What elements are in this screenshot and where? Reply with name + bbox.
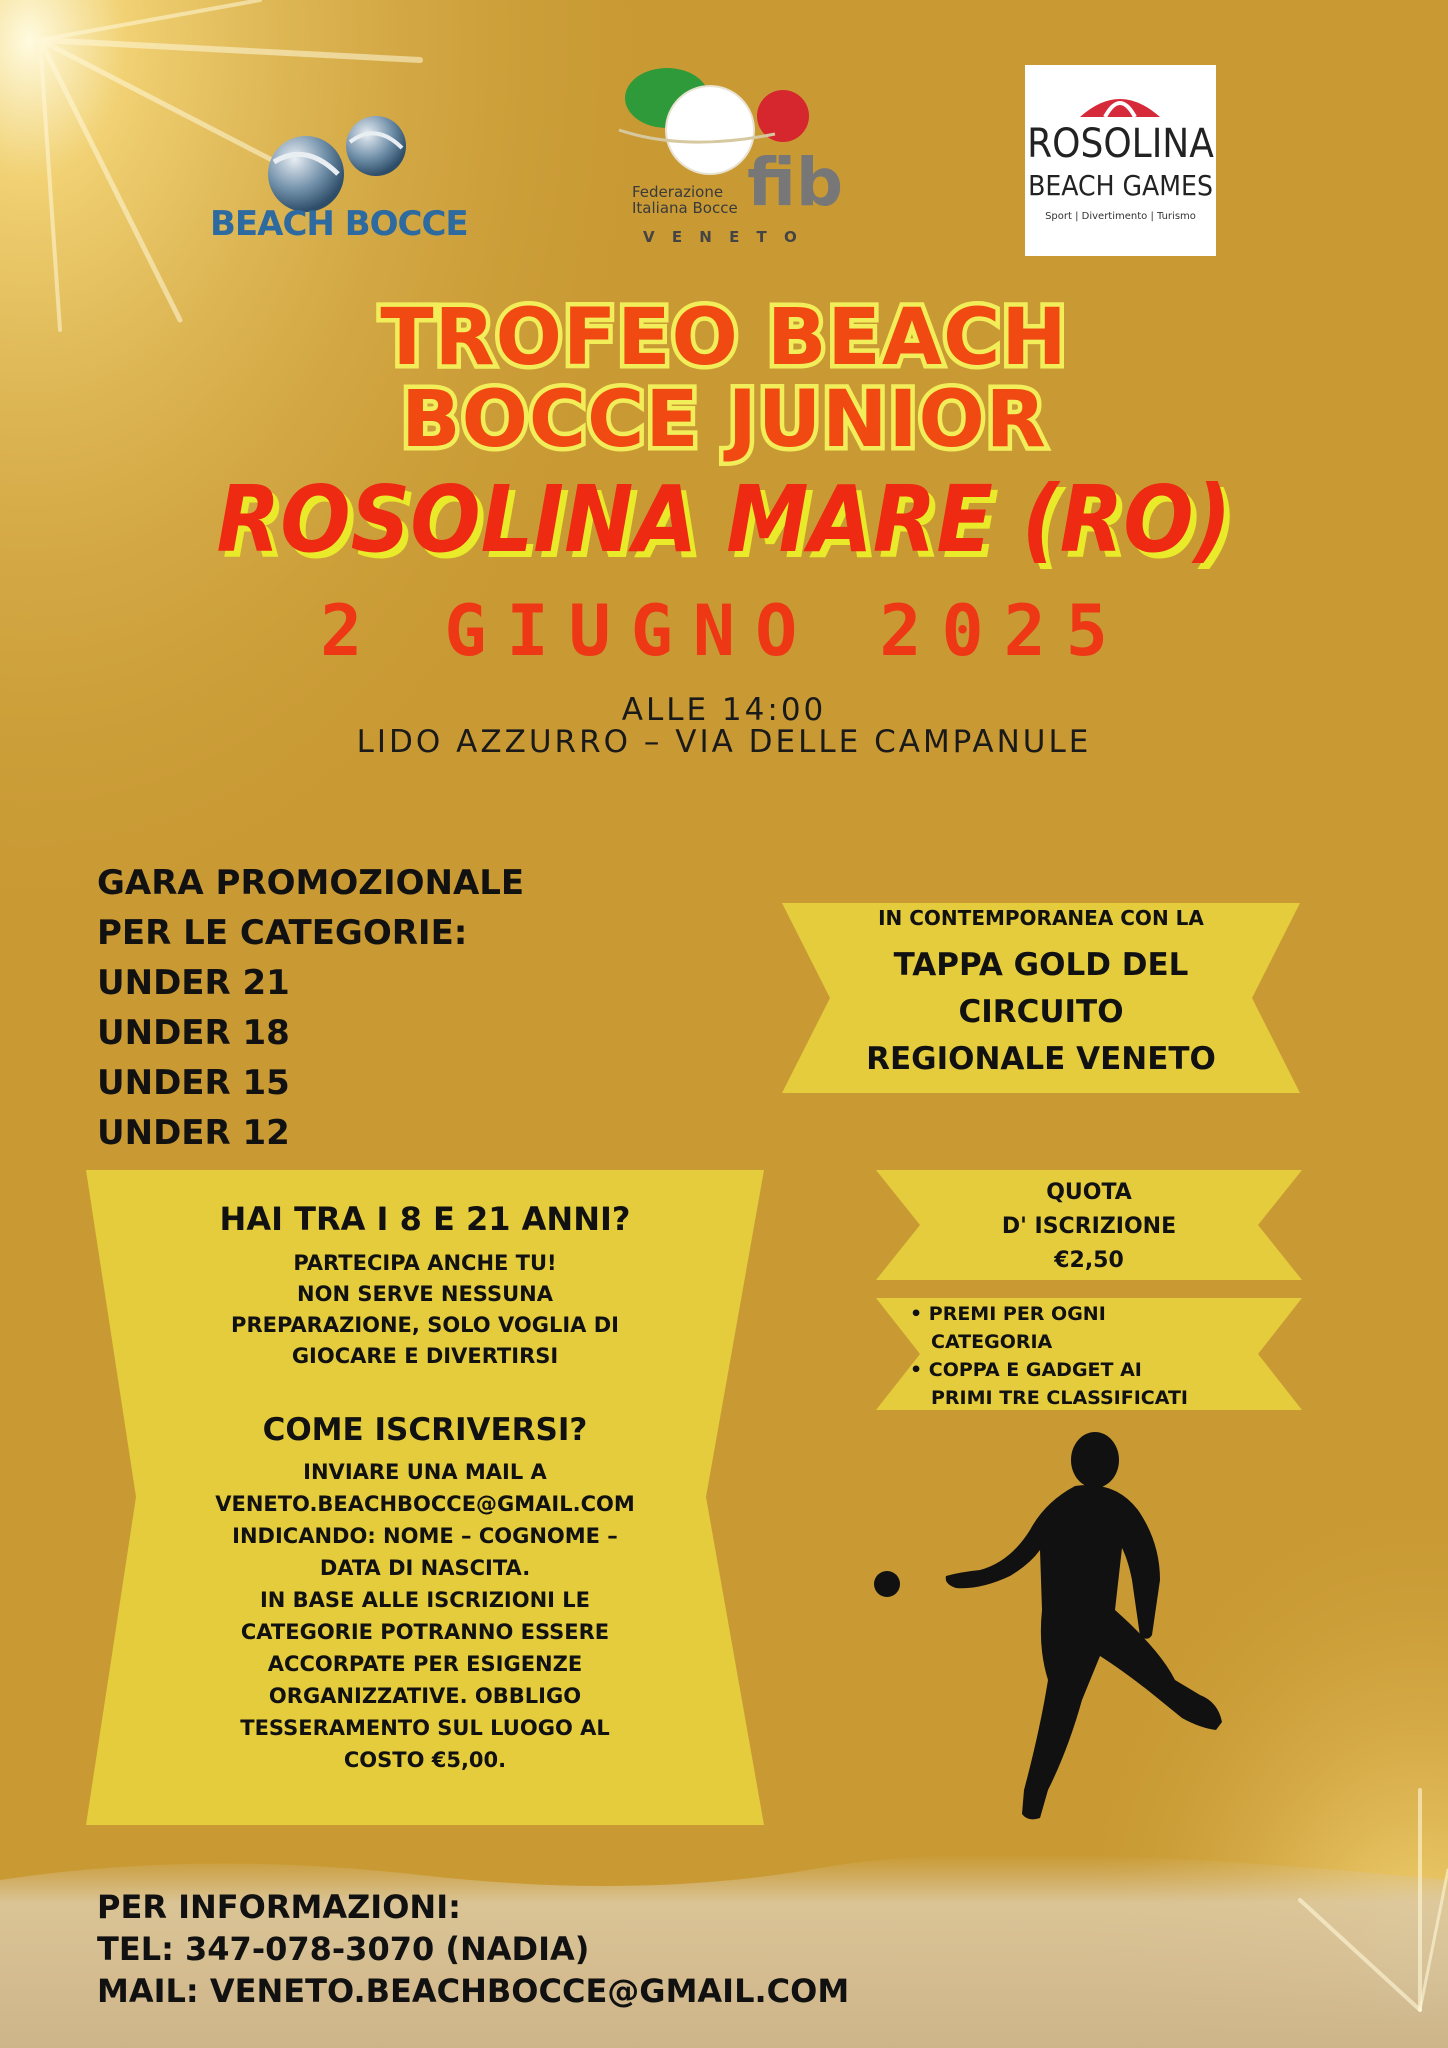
fib-logo-line1: Federazione bbox=[632, 183, 724, 201]
prize-line: COPPA E GADGET AI bbox=[928, 1359, 1142, 1381]
category-item: UNDER 21 bbox=[97, 963, 290, 1003]
bocce-player-silhouette bbox=[860, 1430, 1260, 1820]
how-line: ORGANIZZATIVE. OBBLIGO bbox=[268, 1684, 582, 1708]
prize-line: PREMI PER OGNI bbox=[928, 1303, 1106, 1325]
event-location: ROSOLINA MARE (RO) bbox=[216, 466, 1232, 573]
umbrella-icon bbox=[1075, 89, 1165, 119]
gold-banner-line1: TAPPA GOLD DEL bbox=[893, 947, 1189, 983]
bullet-icon: • bbox=[910, 1359, 929, 1381]
rosolina-logo-line1: ROSOLINA bbox=[1027, 121, 1214, 167]
rosolina-logo-line2: BEACH GAMES bbox=[1028, 169, 1213, 202]
how-to-register-text bbox=[86, 1456, 764, 1776]
fib-veneto-logo bbox=[605, 60, 885, 250]
how-line: INDICANDO: NOME – COGNOME – bbox=[232, 1524, 618, 1548]
fee-amount: €2,50 bbox=[1054, 1248, 1124, 1273]
event-venue: LIDO AZZURRO – VIA DELLE CAMPANULE bbox=[356, 724, 1092, 760]
beach-bocce-logo-text: BEACH BOCCE bbox=[210, 204, 468, 244]
event-date: 2 GIUGNO 2025 bbox=[320, 590, 1128, 672]
invite-line: NON SERVE NESSUNA bbox=[297, 1282, 553, 1306]
bullet-icon: • bbox=[910, 1303, 929, 1325]
contacts-block bbox=[97, 1886, 849, 2012]
event-title-line2: BOCCE JUNIOR bbox=[401, 375, 1047, 465]
fib-logo-region: V E N E T O bbox=[643, 228, 803, 246]
fib-logo-line2: Italiana Bocce bbox=[632, 199, 738, 217]
contact-phone: TEL: 347-078-3070 (NADIA) bbox=[97, 1930, 590, 1968]
how-line: COSTO €5,00. bbox=[343, 1748, 507, 1772]
gold-banner-small-text: IN CONTEMPORANEA CON LA bbox=[878, 906, 1204, 930]
invite-text bbox=[86, 1248, 764, 1372]
rosolina-beach-games-logo bbox=[1025, 65, 1216, 256]
prize-line: PRIMI TRE CLASSIFICATI bbox=[931, 1387, 1188, 1409]
fee-line1: QUOTA bbox=[1046, 1180, 1132, 1205]
event-title-line1: TROFEO BEACH bbox=[380, 293, 1068, 383]
how-line: ACCORPATE PER ESIGENZE bbox=[267, 1652, 583, 1676]
event-time: ALLE 14:00 bbox=[621, 692, 827, 728]
category-item: UNDER 12 bbox=[97, 1113, 290, 1153]
how-line: DATA DI NASCITA. bbox=[319, 1556, 531, 1580]
age-question: HAI TRA I 8 E 21 ANNI? bbox=[219, 1200, 631, 1238]
gold-banner-line2: CIRCUITO bbox=[958, 994, 1124, 1030]
how-line: TESSERAMENTO SUL LUOGO AL bbox=[240, 1716, 610, 1740]
how-line: INVIARE UNA MAIL A bbox=[303, 1460, 547, 1484]
how-to-register-heading: COME ISCRIVERSI? bbox=[262, 1412, 588, 1448]
fib-logo-mark: fib bbox=[747, 144, 844, 221]
fee-line2: D' ISCRIZIONE bbox=[1001, 1214, 1177, 1239]
how-line: VENETO.BEACHBOCCE@GMAIL.COM bbox=[215, 1492, 635, 1516]
gold-banner-line3: REGIONALE VENETO bbox=[866, 1041, 1216, 1077]
category-item: UNDER 15 bbox=[97, 1063, 290, 1103]
invite-line: PARTECIPA ANCHE TU! bbox=[293, 1251, 557, 1275]
beach-bocce-logo bbox=[208, 112, 508, 252]
category-item: UNDER 18 bbox=[97, 1013, 290, 1053]
categories-heading-1: GARA PROMOZIONALE bbox=[97, 863, 525, 903]
prizes-list bbox=[910, 1300, 1290, 1412]
rosolina-logo-tagline: Sport | Divertimento | Turismo bbox=[1045, 211, 1196, 222]
how-line: CATEGORIE POTRANNO ESSERE bbox=[240, 1620, 610, 1644]
contacts-heading: PER INFORMAZIONI: bbox=[97, 1888, 461, 1926]
invite-line: PREPARAZIONE, SOLO VOGLIA DI bbox=[231, 1313, 619, 1337]
prize-line: CATEGORIA bbox=[931, 1331, 1053, 1353]
bocce-ball-icon bbox=[874, 1571, 900, 1597]
categories-heading-2: PER LE CATEGORIE: bbox=[97, 913, 468, 953]
how-line: IN BASE ALLE ISCRIZIONI LE bbox=[259, 1588, 591, 1612]
contact-email: MAIL: VENETO.BEACHBOCCE@GMAIL.COM bbox=[97, 1972, 850, 2010]
invite-line: GIOCARE E DIVERTIRSI bbox=[291, 1344, 559, 1368]
